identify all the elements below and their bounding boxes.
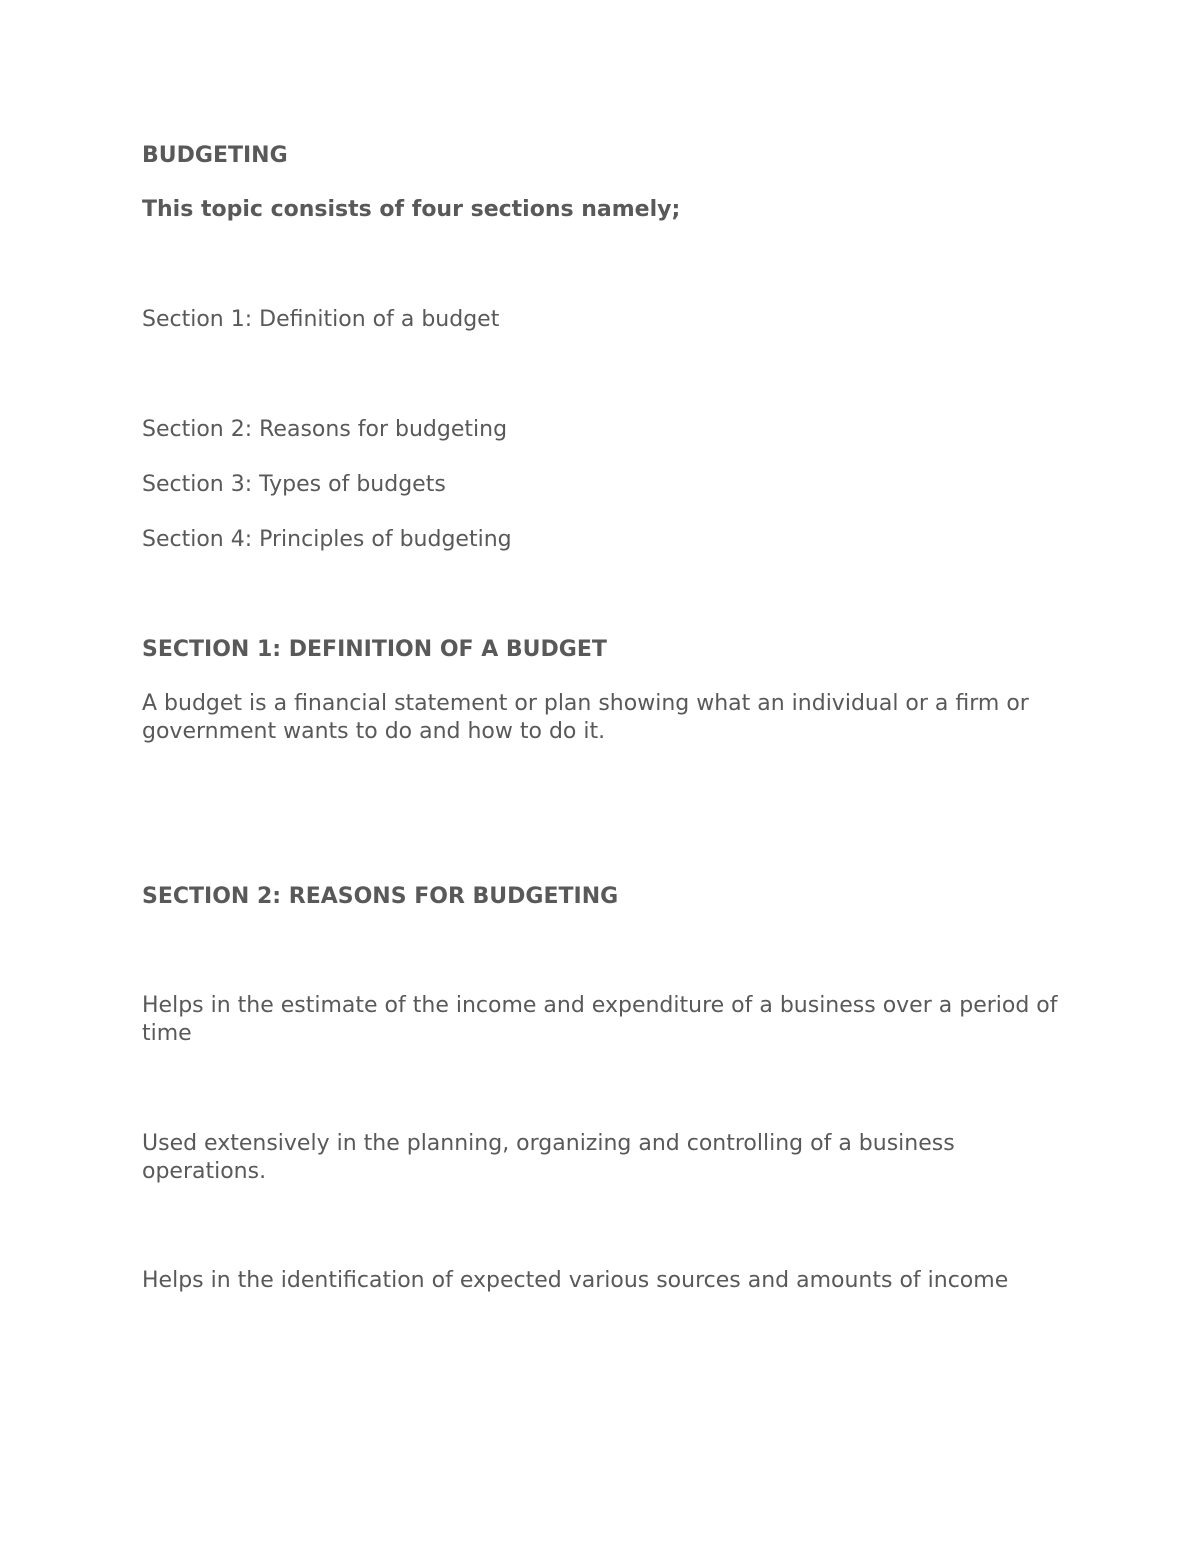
section-list-item-3: Section 3: Types of budgets: [142, 472, 446, 497]
intro-text: This topic consists of four sections namely;: [142, 197, 681, 222]
section-list-item-2: Section 2: Reasons for budgeting: [142, 417, 508, 442]
section-list-item-1: Section 1: Definition of a budget: [142, 307, 500, 332]
section1-body: A budget is a financial statement or plan showing what an individual or a firm or government wants to do and how to do it.: [142, 691, 1029, 744]
section1-heading: SECTION 1: DEFINITION OF A BUDGET: [142, 637, 607, 662]
document-title: BUDGETING: [142, 143, 288, 168]
section2-heading: SECTION 2: REASONS FOR BUDGETING: [142, 884, 619, 909]
reason-item-1: Helps in the estimate of the income and expenditure of a business over a period of time: [142, 993, 1058, 1046]
reason-item-3: Helps in the identification of expected various sources and amounts of income: [142, 1268, 1009, 1293]
reason-item-2: Used extensively in the planning, organizing and controlling of a business operations.: [142, 1131, 955, 1184]
section-list-item-4: Section 4: Principles of budgeting: [142, 527, 512, 552]
